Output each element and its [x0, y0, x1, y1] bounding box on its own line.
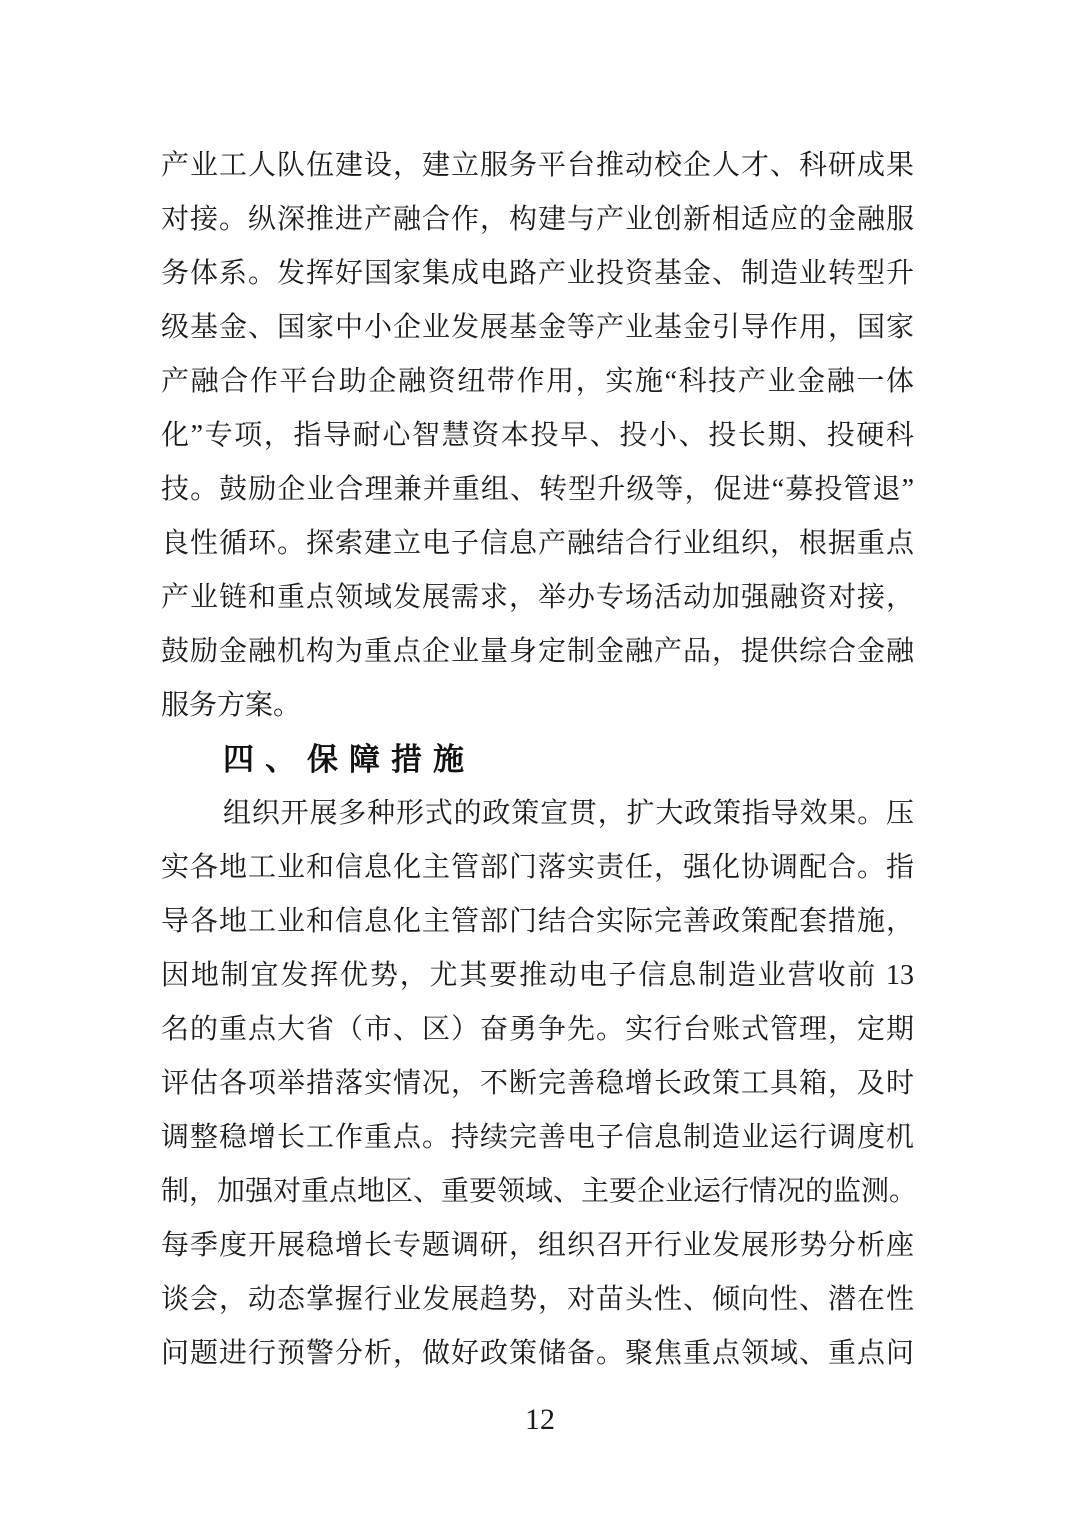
- text-line: 问题进行预警分析，做好政策储备。聚焦重点领域、重点问: [161, 1338, 914, 1369]
- text-line: 调整稳增长工作重点。持续完善电子信息制造业运行调度机: [161, 1122, 914, 1153]
- text-line: 制，加强对重点地区、重要领域、主要企业运行情况的监测。: [161, 1176, 918, 1207]
- text-line: 级基金、国家中小企业发展基金等产业基金引导作用，国家: [161, 312, 914, 343]
- document-body: [161, 139, 918, 1381]
- text-line: 因地制宜发挥优势，尤其要推动电子信息制造业营收前 13: [161, 960, 914, 991]
- text-line: 产业工人队伍建设，建立服务平台推动校企人才、科研成果: [161, 150, 914, 181]
- text-line: 良性循环。探索建立电子信息产融结合行业组织，根据重点: [161, 528, 914, 559]
- page-number: 12: [525, 1403, 555, 1436]
- text-line: 化”专项，指导耐心智慧资本投早、投小、投长期、投硬科: [161, 420, 914, 451]
- section-heading: 四、保障措施: [223, 742, 475, 777]
- text-line: 评估各项举措落实情况，不断完善稳增长政策工具箱，及时: [161, 1068, 914, 1099]
- text-line: 名的重点大省（市、区）奋勇争先。实行台账式管理，定期: [161, 1014, 914, 1045]
- text-line: 服务方案。: [161, 690, 302, 721]
- text-line: 对接。纵深推进产融合作，构建与产业创新相适应的金融服: [161, 204, 914, 235]
- text-line: 产融合作平台助企融资纽带作用，实施“科技产业金融一体: [161, 366, 914, 397]
- text-line: 导各地工业和信息化主管部门结合实际完善政策配套措施，: [161, 906, 914, 937]
- text-line: 技。鼓励企业合理兼并重组、转型升级等，促进“募投管退”: [161, 474, 914, 505]
- text-line: 组织开展多种形式的政策宣贯，扩大政策指导效果。压: [223, 798, 914, 829]
- text-line: 务体系。发挥好国家集成电路产业投资基金、制造业转型升: [161, 258, 914, 289]
- text-line: 鼓励金融机构为重点企业量身定制金融产品，提供综合金融: [161, 636, 914, 667]
- text-line: 谈会，动态掌握行业发展趋势，对苗头性、倾向性、潜在性: [161, 1284, 914, 1315]
- text-line: 产业链和重点领域发展需求，举办专场活动加强融资对接，: [161, 582, 914, 613]
- text-line: 实各地工业和信息化主管部门落实责任，强化协调配合。指: [161, 852, 914, 883]
- text-line: 每季度开展稳增长专题调研，组织召开行业发展形势分析座: [161, 1230, 914, 1261]
